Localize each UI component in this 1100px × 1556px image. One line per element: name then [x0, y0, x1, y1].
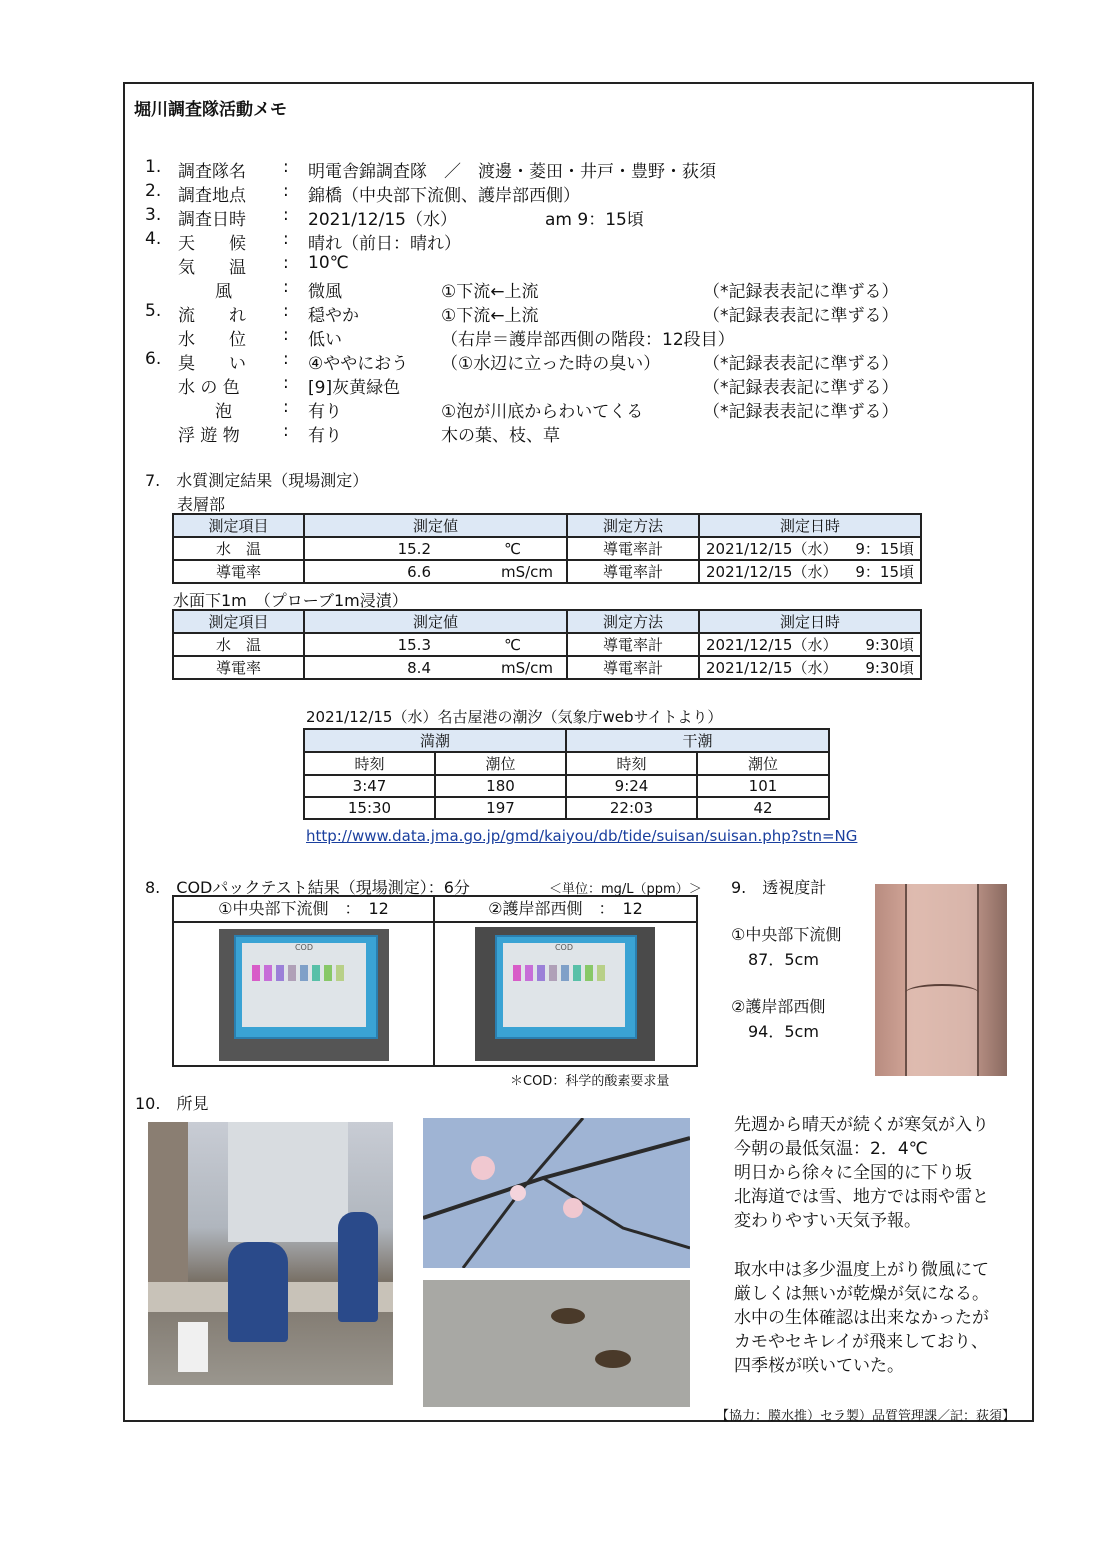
info-label: 調査隊名 [178, 162, 246, 182]
cell: 42 [697, 797, 829, 819]
note-line: 今朝の最低気温：2．4℃ [734, 1139, 928, 1159]
ducks-on-water-photo [423, 1280, 690, 1407]
info-num: 6. [145, 349, 162, 369]
col-header: 測定値 [304, 610, 567, 633]
cell: 101 [697, 775, 829, 797]
col-header: 時刻 [304, 752, 435, 775]
cell-date: 2021/12/15（水） 9：15頃 [699, 560, 921, 583]
info-sep: : [283, 229, 289, 249]
cod-left-box [172, 895, 435, 1067]
info-label: 泡 [215, 402, 232, 422]
cod-heading: 8. CODパックテスト結果（現場測定）：6分 [145, 878, 470, 897]
col-header: 潮位 [697, 752, 829, 775]
info-label: 浮 遊 物 [178, 426, 240, 446]
note-line: 取水中は多少温度上がり微風にて [734, 1260, 989, 1280]
surface-label: 表層部 [177, 495, 226, 514]
depth-label: 水面下1m （プローブ1m浸漬） [173, 591, 408, 610]
info-sep: : [283, 181, 289, 201]
cell-date: 2021/12/15（水） 9:30頃 [699, 656, 921, 679]
info-label: 水 位 [178, 330, 246, 350]
info-num: 3. [145, 205, 162, 225]
col-header: 測定日時 [699, 610, 921, 633]
info-sep: : [283, 277, 289, 297]
info-sep: : [283, 157, 289, 177]
cell-method: 導電率計 [567, 537, 699, 560]
info-extra: （右岸＝護岸部西側の階段：12段目） [441, 330, 735, 350]
findings-weather-notes [734, 1113, 989, 1233]
surface-table [172, 513, 922, 584]
info-label: 流 れ [178, 306, 246, 326]
info-extra: （①水辺に立った時の臭い） [441, 354, 661, 374]
cell-value: 8.4 mS/cm [304, 656, 567, 679]
info-sep: : [283, 253, 289, 273]
cell-value: 6.6 mS/cm [304, 560, 567, 583]
info-label: 臭 い [178, 354, 246, 374]
info-sep: : [283, 397, 289, 417]
table-row [304, 775, 829, 797]
info-extra: ①泡が川底からわいてくる [441, 402, 644, 422]
cell-value: 15.2 ℃ [304, 537, 567, 560]
clarity-tube-photo [875, 884, 1007, 1076]
cell-value: 15.3 ℃ [304, 633, 567, 656]
note-line: 北海道では雪、地方では雨や雷と [734, 1187, 989, 1207]
info-value: 10℃ [308, 253, 349, 273]
note-line: 明日から徐々に全国的に下り坂 [734, 1163, 972, 1183]
findings-heading: 10. 所見 [135, 1094, 209, 1113]
cell-method: 導電率計 [567, 633, 699, 656]
note-line: 厳しくは無いが乾燥が気になる。 [734, 1284, 989, 1304]
info-sep: : [283, 373, 289, 393]
info-sep: : [283, 325, 289, 345]
cell-date: 2021/12/15（水） 9:30頃 [699, 633, 921, 656]
info-sep: : [283, 205, 289, 225]
info-num: 5. [145, 301, 162, 321]
info-label: 調査地点 [178, 186, 246, 206]
col-header: 測定方法 [567, 610, 699, 633]
col-header: 測定項目 [173, 610, 304, 633]
cell: 180 [435, 775, 566, 797]
field-survey-photo [148, 1122, 393, 1385]
cod-left-label: ①中央部下流側 ： 12 [174, 897, 433, 923]
info-value: 低い [308, 330, 342, 350]
info-label: 調査日時 [178, 210, 246, 230]
info-note: （*記録表表記に準ずる） [703, 354, 899, 374]
table-row [173, 560, 921, 583]
col-header: 時刻 [566, 752, 697, 775]
cod-right-label: ②護岸部西側 ： 12 [435, 897, 696, 923]
info-note: （*記録表表記に準ずる） [703, 402, 899, 422]
branches-drawing [423, 1118, 690, 1268]
info-extra: am 9：15頃 [545, 210, 644, 230]
info-sep: : [283, 421, 289, 441]
note-line: 水中の生体確認は出来なかったが [734, 1308, 989, 1328]
cod-right-photo: COD [475, 927, 655, 1061]
low-tide-header: 干潮 [566, 729, 829, 752]
info-sep: : [283, 301, 289, 321]
info-num: 1. [145, 157, 162, 177]
cod-footnote: ＊COD：科学的酸素要求量 [510, 1074, 670, 1089]
info-extra: ①下流←上流 [441, 306, 539, 326]
clarity-point2-label: ②護岸部西側 [731, 997, 826, 1016]
info-extra: 木の葉、枝、草 [441, 426, 560, 446]
info-value: 有り [308, 402, 342, 422]
clarity-point1-label: ①中央部下流側 [731, 925, 842, 944]
table-row [173, 633, 921, 656]
info-value: 明電舎錦調査隊 ／ 渡邊・菱田・井戸・豊野・荻須 [308, 162, 716, 182]
cell-item: 水 温 [173, 537, 304, 560]
info-value: 有り [308, 426, 342, 446]
note-line: 変わりやすい天気予報。 [734, 1211, 921, 1231]
table-row [173, 537, 921, 560]
note-line: 先週から晴天が続くが寒気が入り [734, 1115, 989, 1135]
col-header: 測定項目 [173, 514, 304, 537]
info-value: 微風 [308, 282, 342, 302]
note-line: 四季桜が咲いていた。 [734, 1356, 904, 1376]
high-tide-header: 満潮 [304, 729, 566, 752]
cell-method: 導電率計 [567, 560, 699, 583]
col-header: 測定日時 [699, 514, 921, 537]
info-extra: ①下流←上流 [441, 282, 539, 302]
info-num: 2. [145, 181, 162, 201]
tide-table [303, 728, 830, 820]
note-line: カモやセキレイが飛来しており、 [734, 1332, 988, 1352]
cell-item: 導電率 [173, 560, 304, 583]
info-value: ④ややにおう [308, 354, 409, 374]
col-header: 測定値 [304, 514, 567, 537]
clarity-point2-value: 94．5cm [748, 1022, 819, 1041]
cell-item: 導電率 [173, 656, 304, 679]
tide-source-link[interactable]: http://www.data.jma.go.jp/gmd/kaiyou/db/tide/suisan/suisan.php?stn=NG [306, 827, 858, 845]
info-note: （*記録表表記に準ずる） [703, 306, 899, 326]
info-label: 天 候 [178, 234, 246, 254]
cod-left-photo: COD [219, 929, 389, 1061]
table-row [304, 797, 829, 819]
cell: 9:24 [566, 775, 697, 797]
info-value: 晴れ（前日：晴れ） [308, 234, 461, 254]
tide-caption: 2021/12/15（水）名古屋港の潮汐（気象庁webサイトより） [306, 708, 723, 726]
depth-table [172, 609, 922, 680]
cell: 22:03 [566, 797, 697, 819]
cell: 15:30 [304, 797, 435, 819]
info-label: 水 の 色 [178, 378, 240, 398]
footer-credit: 【協力：膜水推）セラ製）品質管理課／記：荻須】 [716, 1409, 1016, 1424]
clarity-point1-value: 87．5cm [748, 950, 819, 969]
info-value: 2021/12/15（水） [308, 210, 457, 230]
info-sep: : [283, 349, 289, 369]
info-label: 気 温 [178, 258, 246, 278]
page-title: 堀川調査隊活動メモ [134, 100, 287, 120]
clarity-heading: 9. 透視度計 [731, 878, 827, 897]
info-note: （*記録表表記に準ずる） [703, 282, 899, 302]
cell-item: 水 温 [173, 633, 304, 656]
col-header: 測定方法 [567, 514, 699, 537]
info-note: （*記録表表記に準ずる） [703, 378, 899, 398]
cell-date: 2021/12/15（水） 9：15頃 [699, 537, 921, 560]
info-label: 風 [215, 282, 232, 302]
info-value: 穏やか [308, 306, 359, 326]
cell-method: 導電率計 [567, 656, 699, 679]
info-value: 錦橋（中央部下流側、護岸部西側） [308, 186, 580, 206]
cell: 197 [435, 797, 566, 819]
cod-unit: ＜単位：mg/L（ppm）＞ [549, 882, 702, 897]
info-num: 4. [145, 229, 162, 249]
col-header: 潮位 [435, 752, 566, 775]
findings-observation-notes [734, 1258, 989, 1378]
cherry-blossom-photo [423, 1118, 690, 1268]
cod-right-box [433, 895, 698, 1067]
table-row [173, 656, 921, 679]
cell: 3:47 [304, 775, 435, 797]
water-quality-heading: 7. 水質測定結果（現場測定） [145, 471, 369, 490]
info-value: [9]灰黄緑色 [308, 378, 401, 398]
